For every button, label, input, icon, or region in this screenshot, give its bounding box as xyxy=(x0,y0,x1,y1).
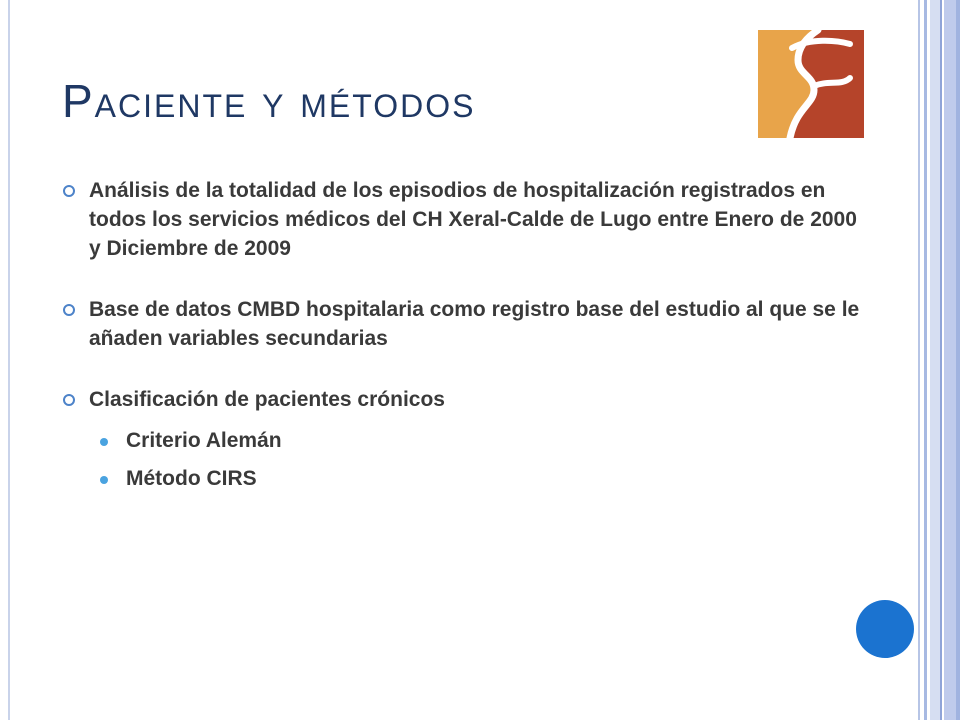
hospital-logo-icon xyxy=(758,30,864,138)
stripe xyxy=(940,0,942,720)
sub-bullet-text: Criterio Alemán xyxy=(126,429,282,452)
stripe xyxy=(956,0,960,720)
right-decorative-stripes xyxy=(918,0,960,720)
bullet-text: Clasificación de pacientes crónicos xyxy=(89,388,445,411)
slide-body xyxy=(62,176,862,502)
bullet-ring-icon xyxy=(63,304,75,316)
bullet-item xyxy=(62,385,862,414)
sub-bullet-item xyxy=(62,426,862,456)
decorative-circle-icon xyxy=(856,600,914,658)
bullet-dot-icon xyxy=(100,438,108,446)
bullet-ring-icon xyxy=(63,185,75,197)
bullet-text: Análisis de la totalidad de los episodios de hospitalización registrados en todos los servicios médicos del CH Xeral-Calde de Lugo entre Enero de 2000 y Diciembre de 2009 xyxy=(89,179,857,260)
left-border-line xyxy=(8,0,10,720)
slide-title: Paciente y métodos xyxy=(62,75,476,127)
sub-bullet-item xyxy=(62,464,862,494)
bullet-item xyxy=(62,295,862,353)
stripe xyxy=(918,0,920,720)
bullet-text: Base de datos CMBD hospitalaria como registro base del estudio al que se le añaden variables secundarias xyxy=(89,298,860,350)
sub-bullet-list xyxy=(62,426,862,494)
stripe xyxy=(930,0,940,720)
stripe xyxy=(924,0,927,720)
bullet-item xyxy=(62,176,862,263)
bullet-dot-icon xyxy=(100,476,108,484)
stripe xyxy=(944,0,956,720)
bullet-ring-icon xyxy=(63,394,75,406)
sub-bullet-text: Método CIRS xyxy=(126,467,257,490)
